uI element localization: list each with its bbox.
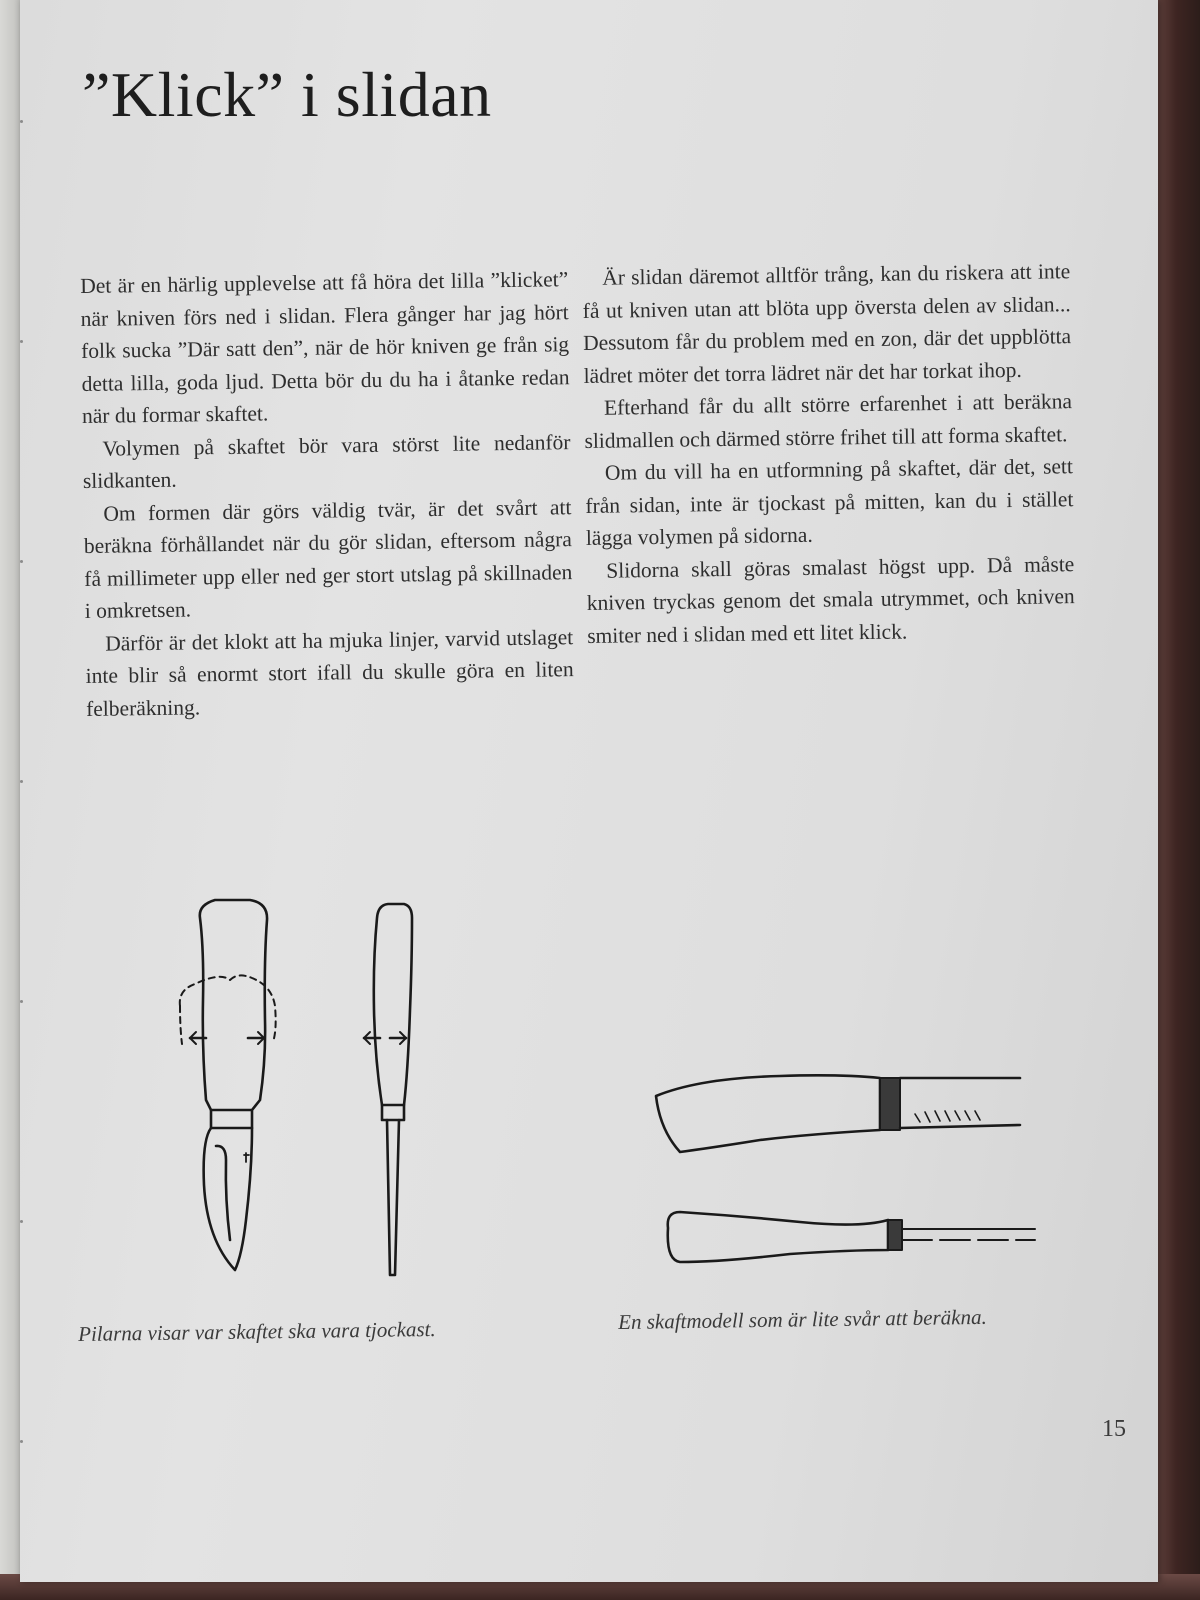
binding-mark — [20, 780, 23, 783]
binding-mark — [20, 340, 23, 343]
paragraph: Är slidan däremot alltför trång, kan du riskera att inte få ut kniven utan att blöta upp översta delen av slidan... Dessutom får du problem med en zon, där det uppblötta lädret möter det torra lädret när det har torkat ihop. — [582, 259, 1072, 388]
binding-mark — [20, 1440, 23, 1443]
handle-top-view — [668, 1212, 1035, 1262]
paragraph: Efterhand får du allt större erfarenhet i att beräkna slidmallen och därmed större frihet till att forma skaftet. — [584, 389, 1073, 453]
binding-mark — [20, 1000, 23, 1003]
paragraph: Volymen på skaftet bör vara störst lite nedanför slidkanten. — [82, 429, 571, 493]
paragraph: Därför är det klokt att ha mjuka linjer, varvid utslaget inte blir så enormt stort ifall du skulle göra en liten felberäkning. — [85, 624, 574, 721]
figure-caption-right: En skaftmodell som är lite svår att beräkna. — [618, 1304, 987, 1334]
paragraph: Slidorna skall göras smalast högst upp. Då måste kniven tryckas genom det smala utrymmet, och kniven smiter ned i slidan med ett litet klick. — [586, 551, 1075, 648]
paragraph: Det är en härlig upplevelse att få höra det lilla ”klicket” när kniven förs ned i slidan. Flera gånger har jag hört folk sucka ”Där satt den”, när de hör kniven ge från sig detta lilla, goda ljud. Detta bör du du ha i åtanke redan när du formar skaftet. — [80, 267, 570, 428]
knife-side-view — [364, 904, 412, 1275]
figure-caption-left: Pilarna visar var skaftet ska vara tjockast. — [78, 1317, 436, 1346]
paragraph: Om formen där görs väldig tvär, är det svårt att beräkna förhållandet när du gör slidan, eftersom några få millimeter upp eller ned ger stort utslag på skillnaden i omkretsen. — [83, 494, 573, 623]
binding-mark — [20, 560, 23, 563]
page-title: ”Klick” i slidan — [82, 59, 492, 130]
page-number: 15 — [1102, 1416, 1126, 1442]
text-column-left — [80, 263, 574, 725]
text-column-right — [582, 255, 1075, 652]
book-cover-edge-right — [1152, 0, 1200, 1600]
paragraph: Om du vill ha en utformning på skaftet, där det, sett från sidan, inte är tjockast på mitten, kan du i stället lägga volymen på sidorna. — [585, 454, 1074, 550]
binding-mark — [20, 120, 23, 123]
handle-curved-side-view — [656, 1075, 1020, 1152]
binding-mark — [20, 1220, 23, 1223]
knife-front-view — [180, 900, 276, 1270]
book-page — [20, 0, 1158, 1582]
